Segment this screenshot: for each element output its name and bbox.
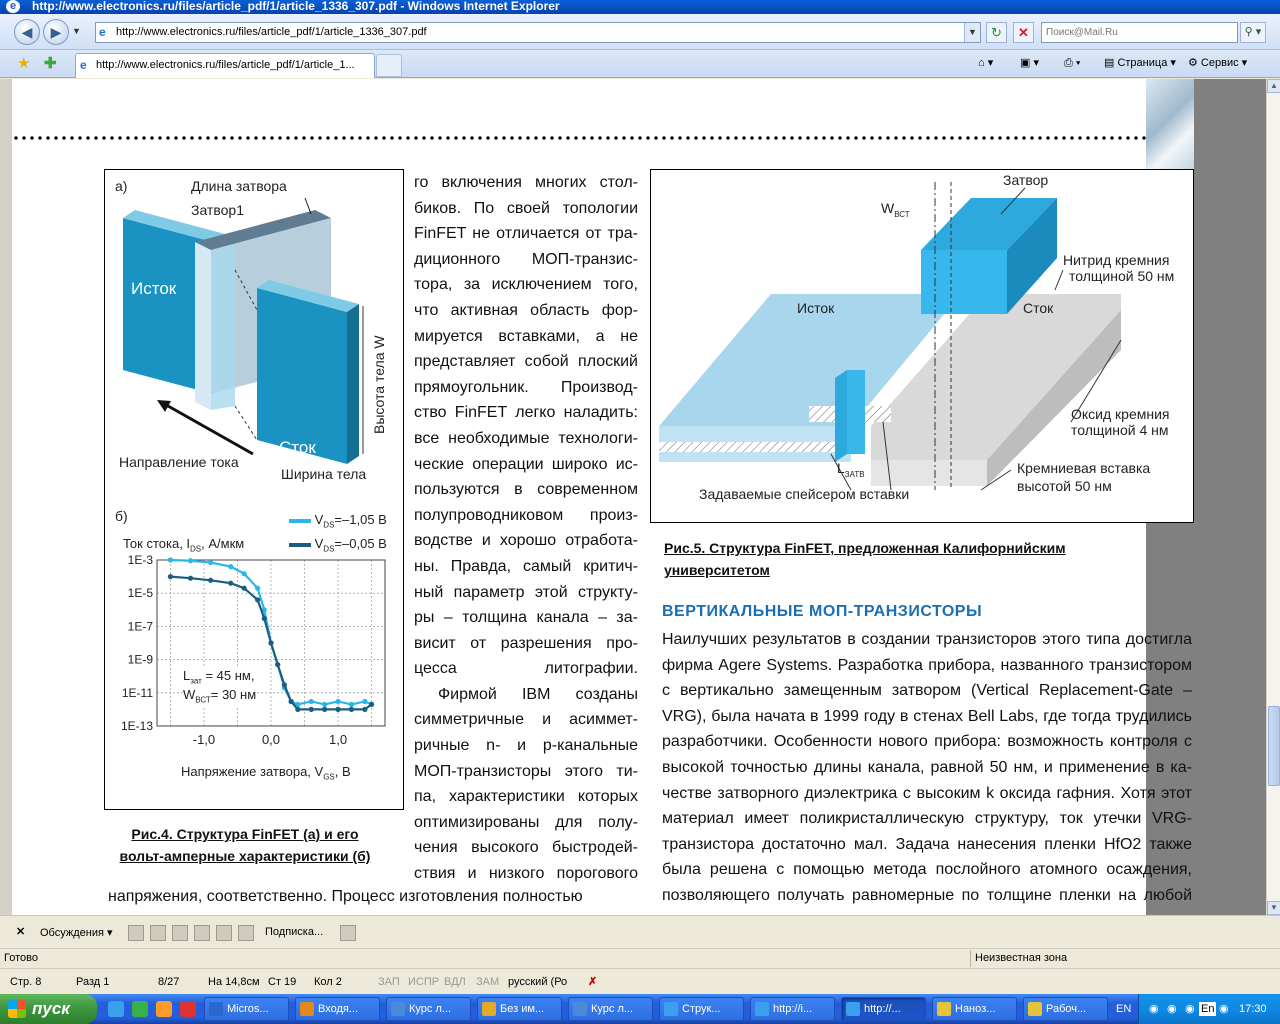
task-app-icon — [846, 1002, 860, 1016]
task-app-icon — [1028, 1002, 1042, 1016]
series-2-point — [369, 702, 374, 707]
finfet-3d-diagram — [105, 170, 403, 480]
text-line: Фирмой IBM созданы — [438, 685, 638, 703]
document-area — [0, 79, 1266, 915]
taskbar-button[interactable] — [932, 997, 1017, 1021]
legend1-val: =–1,05 В — [334, 512, 387, 527]
text-line: мируется вставками, а не — [414, 327, 638, 345]
fig5-drain-label: Сток — [1023, 300, 1054, 316]
series-2-point — [262, 616, 267, 621]
series-2-point — [188, 576, 193, 581]
series-2-point — [322, 707, 327, 712]
text-line: позволяющего получать равномерные по толщине пленки на любой — [662, 886, 1192, 904]
search-button[interactable]: ⚲ ▾ — [1240, 22, 1266, 43]
page-icon: e — [99, 25, 106, 39]
status-line: Ст 19 — [268, 976, 297, 988]
clock: 17:30 — [1239, 1003, 1267, 1015]
y-tick-label: 1E-7 — [127, 619, 153, 634]
series-2-point — [168, 574, 173, 579]
text-line: водстве и хорошо отработа- — [414, 532, 638, 550]
text-line: ческие операции широко ис- — [414, 455, 638, 473]
text-line: была решена с помощью метода послойного атомного осаждения, — [662, 861, 1192, 879]
y-tick-label: 1E-11 — [121, 685, 153, 700]
print-icon[interactable]: ⎙ ▾ — [1064, 57, 1081, 69]
page-icon: e — [80, 58, 87, 72]
tray-icon-4[interactable]: ◉ — [1219, 1003, 1229, 1015]
series-2-point — [309, 707, 314, 712]
task-label: Нанoз... — [955, 1003, 996, 1015]
annot1-l: L — [183, 668, 191, 683]
annotation-lzat — [183, 668, 254, 689]
page-menu-label: Страница — [1117, 57, 1168, 69]
taskbar-button[interactable] — [204, 997, 289, 1021]
scroll-down-button[interactable]: ▼ — [1267, 901, 1280, 915]
home-icon[interactable]: ⌂ ▾ — [978, 57, 994, 69]
feeds-icon[interactable]: ▣ ▾ — [1020, 57, 1039, 69]
text-line: полупроводниковом произ- — [414, 506, 638, 524]
system-tray — [1138, 994, 1280, 1024]
text-line: ричные n- и p-канальные — [414, 737, 638, 755]
series-2-point — [242, 586, 247, 591]
fig4-a-label: а) — [115, 178, 128, 194]
section-heading: ВЕРТИКАЛЬНЫЕ МОП-ТРАНЗИСТОРЫ — [662, 603, 983, 620]
nitride-thickness-label: толщиной 50 нм — [1069, 268, 1175, 284]
ylabel-sub: DS — [190, 544, 202, 554]
task-label: Курс л... — [409, 1003, 452, 1015]
search-input[interactable] — [1041, 22, 1238, 43]
series-1-point — [362, 699, 367, 704]
series-1-point — [255, 586, 260, 591]
y-tick-label: 1E-9 — [127, 652, 153, 667]
toolbar-icon-6[interactable] — [238, 925, 254, 941]
annot2-w: W — [183, 687, 196, 702]
fig4-b-label: б) — [115, 508, 128, 524]
wvst-w: W — [881, 200, 895, 216]
toolbar-icon-4[interactable] — [194, 925, 210, 941]
series-2-point — [335, 707, 340, 712]
address-url: http://www.electronics.ru/files/article_pdf/1/article_1336_307.pdf — [116, 26, 427, 38]
ie-icon: e — [6, 0, 20, 13]
series-2-point — [275, 662, 280, 667]
taskbar-button[interactable] — [1023, 997, 1108, 1021]
back-button[interactable]: ◀ — [14, 19, 40, 45]
xlabel-text: Напряжение затвора, V — [181, 764, 324, 779]
taskbar-button[interactable] — [568, 997, 653, 1021]
status-at: На 14,8см — [208, 976, 260, 988]
chart-xlabel — [181, 764, 351, 785]
text-line: ствия и низкого порогового — [414, 865, 638, 883]
text-line: честве затворного диэлектрика с высоким k оксида гафния. Хотя этот — [662, 784, 1192, 802]
address-row — [0, 14, 1280, 50]
text-line: чения высокого быстродей- — [414, 839, 638, 857]
tab-label: http://www.electronics.ru/files/article_pdf/1/article_1... — [96, 59, 355, 71]
series-1-point — [322, 702, 327, 707]
legend-swatch-2 — [289, 543, 311, 547]
series-1-point — [242, 571, 247, 576]
y-tick-label: 1E-5 — [127, 586, 153, 601]
series-2-point — [362, 707, 367, 712]
text-line: ры – толщина канала – за- — [414, 609, 638, 627]
security-zone: Неизвестная зона — [975, 952, 1068, 964]
text-line: транзистора достаточно мал. Задача нанесения пленки HfO2 также — [662, 835, 1192, 853]
text-line: материал имеет поликристаллическую структуру, ток утечки VRG- — [662, 810, 1192, 828]
right-text-column — [662, 627, 1192, 909]
text-line: VRG), была начата в 1999 году в стенах Bell Labs, где тогда трудились — [662, 707, 1192, 725]
tray-lang[interactable]: En — [1201, 1003, 1215, 1015]
series-2-point — [289, 699, 294, 704]
current-direction-label: Направление тока — [119, 454, 239, 470]
toolbar-icon-3[interactable] — [172, 925, 188, 941]
window-title-bar — [0, 0, 1280, 14]
status-trk[interactable]: ИСПР — [408, 976, 440, 988]
task-app-icon — [664, 1002, 678, 1016]
series-1-point — [168, 557, 173, 562]
series-2-point — [255, 597, 260, 602]
taskbar-button[interactable] — [659, 997, 744, 1021]
subscribe-button[interactable]: Подписка... — [265, 926, 324, 938]
annot2-sub: ВСТ — [195, 695, 211, 705]
text-line: тора, за исключением того, — [414, 276, 638, 294]
source-label: Исток — [131, 279, 177, 298]
text-line: го включения многих стол- — [414, 174, 638, 191]
taskbar-button[interactable] — [841, 997, 926, 1021]
text-line: все необходимые технологи- — [414, 429, 638, 447]
lzatv-label — [837, 460, 865, 483]
text-line: пользуются в современном — [414, 481, 638, 499]
page-menu[interactable]: ▤ Страница ▾ — [1104, 57, 1176, 69]
fig5-source-label: Исток — [797, 300, 835, 316]
x-tick-label: -1,0 — [192, 732, 216, 747]
text-line: высокой точностью длины канала, равной 50 нм, и применение в ка- — [662, 758, 1192, 776]
text-line: висит от разрешения про- — [414, 634, 638, 652]
status-text: Готово — [4, 952, 38, 964]
quicklaunch-icon-2[interactable] — [132, 1001, 148, 1017]
scroll-up-button[interactable]: ▲ — [1267, 79, 1280, 93]
series-2-point — [349, 707, 354, 712]
taskbar-button[interactable] — [386, 997, 471, 1021]
tray-icon-1[interactable]: ◉ — [1149, 1003, 1159, 1015]
tray-icon-2[interactable]: ◉ — [1167, 1003, 1177, 1015]
series-1-point — [188, 558, 193, 563]
refresh-button[interactable]: ↻ — [986, 22, 1007, 43]
task-app-icon — [573, 1002, 587, 1016]
oxide-thickness-label: толщиной 4 нм — [1071, 422, 1169, 438]
status-section: Разд 1 — [76, 976, 110, 988]
status-ext[interactable]: ВДЛ — [444, 976, 466, 988]
series-1-point — [208, 560, 213, 565]
word-toolbar — [0, 915, 1280, 948]
scroll-thumb[interactable] — [1268, 706, 1280, 786]
fig4-caption: Рис.4. Структура FinFET (а) и его вольт-амперные характеристики (б) — [119, 826, 371, 864]
text-line: МОП-транзисторы этого ти- — [414, 762, 638, 780]
legend2-v: V — [314, 536, 324, 551]
text-line: биков. По своей топологии — [414, 199, 638, 217]
text-line: представляет собой плоский — [414, 353, 638, 371]
lzatv-sub: ЗАТВ — [844, 469, 865, 479]
task-label: Рабоч... — [1046, 1003, 1087, 1015]
left-margin — [0, 79, 12, 915]
ylabel-unit: , А/мкм — [201, 536, 245, 551]
silicon-label: Кремниевая вставка — [1017, 460, 1151, 476]
y-tick-label: 1E-3 — [127, 553, 153, 567]
taskbar — [0, 994, 1280, 1024]
text-line: фирма Agere Systems. Разработка прибора, названного транзистором — [662, 656, 1192, 674]
series-1-point — [309, 699, 314, 704]
fig5-gate-label: Затвор — [1003, 172, 1049, 188]
stop-button[interactable]: ✕ — [1013, 22, 1034, 43]
text-line: оптимизированы для полу- — [414, 813, 638, 831]
quicklaunch-ie-icon[interactable] — [108, 1001, 124, 1017]
vertical-scrollbar[interactable] — [1266, 79, 1280, 915]
annot1-val: = 45 нм, — [201, 668, 255, 683]
nitride-label: Нитрид кремния — [1063, 252, 1170, 268]
task-label: http://... — [864, 1003, 901, 1015]
tools-menu-label: Сервис — [1200, 57, 1239, 69]
text-line: с вертикально замещенным затвором (Vertical Replacement-Gate – — [662, 682, 1192, 700]
series-2-point — [295, 707, 300, 712]
address-dropdown-button[interactable]: ▼ — [964, 23, 980, 42]
close-toolbar-button[interactable]: ✕ — [16, 926, 26, 938]
tools-menu[interactable]: ⚙ Сервис ▾ — [1188, 57, 1248, 69]
status-rec[interactable]: ЗАП — [378, 976, 400, 988]
fig5-caption: Рис.5. Структура FinFET, предложенная Калифорнийским университетом — [664, 540, 1066, 578]
toolbar-icon-2[interactable] — [150, 925, 166, 941]
task-label: Без им... — [500, 1003, 545, 1015]
legend1-v: V — [314, 512, 324, 527]
legend1-sub: DS — [323, 520, 335, 530]
taskbar-button[interactable] — [295, 997, 380, 1021]
text-line: цесса литографии. — [414, 660, 638, 678]
task-label: Струк... — [682, 1003, 721, 1015]
figure-4 — [104, 169, 404, 810]
series-1-point — [228, 564, 233, 569]
spelling-check-icon[interactable]: ✗ — [588, 976, 598, 988]
body-width-label: Ширина тела — [281, 466, 367, 482]
task-label: Micros... — [227, 1003, 269, 1015]
favorites-star-icon[interactable]: ★ — [17, 55, 31, 72]
text-line: прямоугольник. Производ- — [414, 378, 638, 396]
ie-status-bar — [0, 948, 1280, 968]
series-2-point — [268, 640, 273, 645]
task-app-icon — [300, 1002, 314, 1016]
toolbar-icon-5[interactable] — [216, 925, 232, 941]
annot2-val: = 30 нм — [210, 687, 257, 702]
series-2-point — [228, 581, 233, 586]
toolbar-icon-1[interactable] — [128, 925, 144, 941]
text-line: диционного МОП-транзис- — [414, 250, 638, 268]
series-2-point — [282, 682, 287, 687]
side-decoration — [1146, 79, 1194, 169]
text-line: FinFET не отличается от тра- — [414, 225, 638, 243]
pdf-page — [12, 79, 1192, 915]
search-placeholder: Поиск@Mail.Ru — [1046, 27, 1118, 38]
quicklaunch-icon-3[interactable] — [156, 1001, 172, 1017]
status-page: Стр. 8 — [10, 976, 42, 988]
text-line: ны. Правда, самый критич- — [414, 557, 638, 575]
taskbar-button[interactable] — [477, 997, 562, 1021]
fig5-wvst-label — [881, 200, 910, 223]
series-1-point — [349, 702, 354, 707]
legend-series-1 — [289, 512, 387, 533]
task-label: http://i... — [773, 1003, 813, 1015]
window-title: http://www.electronics.ru/files/article_pdf/1/article_1336_307.pdf - Windows Internet Explorer — [32, 0, 560, 13]
tray-icon-3[interactable]: ◉ — [1185, 1003, 1195, 1015]
x-tick-label: 1,0 — [329, 732, 348, 747]
text-line: па, характеристики которых — [414, 788, 638, 806]
lzatv-l: L — [837, 460, 845, 476]
recent-pages-dropdown[interactable]: ▼ — [72, 26, 81, 36]
tab-current[interactable] — [75, 53, 375, 78]
task-app-icon — [755, 1002, 769, 1016]
task-app-icon — [482, 1002, 496, 1016]
add-favorites-icon[interactable]: ✚ — [44, 55, 57, 72]
windows-flag-icon — [8, 1000, 26, 1018]
xlabel-unit: , В — [334, 764, 351, 779]
status-language: русский (Ро — [508, 976, 568, 988]
annotation-wvst — [183, 687, 256, 708]
annot1-sub: зат — [190, 676, 202, 686]
xlabel-sub: GS — [323, 772, 335, 782]
word-status-bar — [0, 968, 1280, 994]
status-pages: 8/27 — [158, 976, 180, 988]
legend2-sub: DS — [323, 544, 335, 554]
status-col: Кол 2 — [314, 976, 342, 988]
quicklaunch-icon-4[interactable] — [180, 1001, 196, 1017]
wvst-sub: ВСТ — [894, 209, 910, 219]
task-label: Входя... — [318, 1003, 359, 1015]
tab-row — [0, 50, 1280, 78]
dotted-separator — [12, 135, 1146, 141]
new-tab-button[interactable] — [376, 54, 402, 77]
task-app-icon — [391, 1002, 405, 1016]
gate1-label: Затвор1 — [191, 202, 244, 218]
text-line: ный параметр этой структу- — [414, 583, 638, 601]
search-icon: ⚲ — [1244, 26, 1253, 38]
spacer-label: Задаваемые спейсером вставки — [699, 486, 910, 502]
forward-button[interactable]: ▶ — [43, 19, 69, 45]
discussions-menu[interactable]: Обсуждения ▾ — [40, 927, 113, 939]
text-line: разработчики. Особенности нового прибора: возможность контроля с — [662, 733, 1192, 751]
address-input[interactable] — [95, 22, 981, 43]
y-tick-label: 1E-13 — [120, 719, 153, 733]
task-app-icon — [937, 1002, 951, 1016]
bottom-line: напряжения, соответственно. Процесс изготовления полностью — [108, 888, 583, 905]
gate-length-label: Длина затвора — [191, 178, 287, 194]
task-app-icon — [209, 1002, 223, 1016]
middle-text-column — [414, 170, 638, 887]
task-label: Курс л... — [591, 1003, 634, 1015]
oxide-label: Оксид кремния — [1071, 406, 1170, 422]
start-label: пуск — [32, 999, 70, 1018]
figure-5 — [650, 169, 1194, 523]
text-line: что активная область фор- — [414, 301, 638, 319]
legend-swatch-1 — [289, 519, 311, 523]
text-line: симметричные и асиммет- — [414, 711, 638, 729]
text-line: Наилучших результатов в создании транзисторов этого типа достигла — [662, 631, 1192, 648]
x-tick-label: 0,0 — [261, 732, 281, 747]
legend2-val: =–0,05 В — [334, 536, 387, 551]
series-1-point — [335, 699, 340, 704]
start-button[interactable] — [0, 994, 97, 1024]
drain-label: Сток — [279, 438, 316, 457]
language-indicator[interactable]: EN — [1116, 1003, 1132, 1015]
body-height-label: Высота тела W — [371, 335, 387, 434]
taskbar-button[interactable] — [750, 997, 835, 1021]
status-ovr[interactable]: ЗАМ — [476, 976, 500, 988]
silicon-height-label: высотой 50 нм — [1017, 478, 1112, 494]
ylabel-text: Ток стока, I — [123, 536, 191, 551]
toolbar-icon-7[interactable] — [340, 925, 356, 941]
status-divider — [970, 950, 971, 967]
text-line: ство FinFET легко наладить: — [414, 404, 638, 422]
series-2-point — [208, 578, 213, 583]
